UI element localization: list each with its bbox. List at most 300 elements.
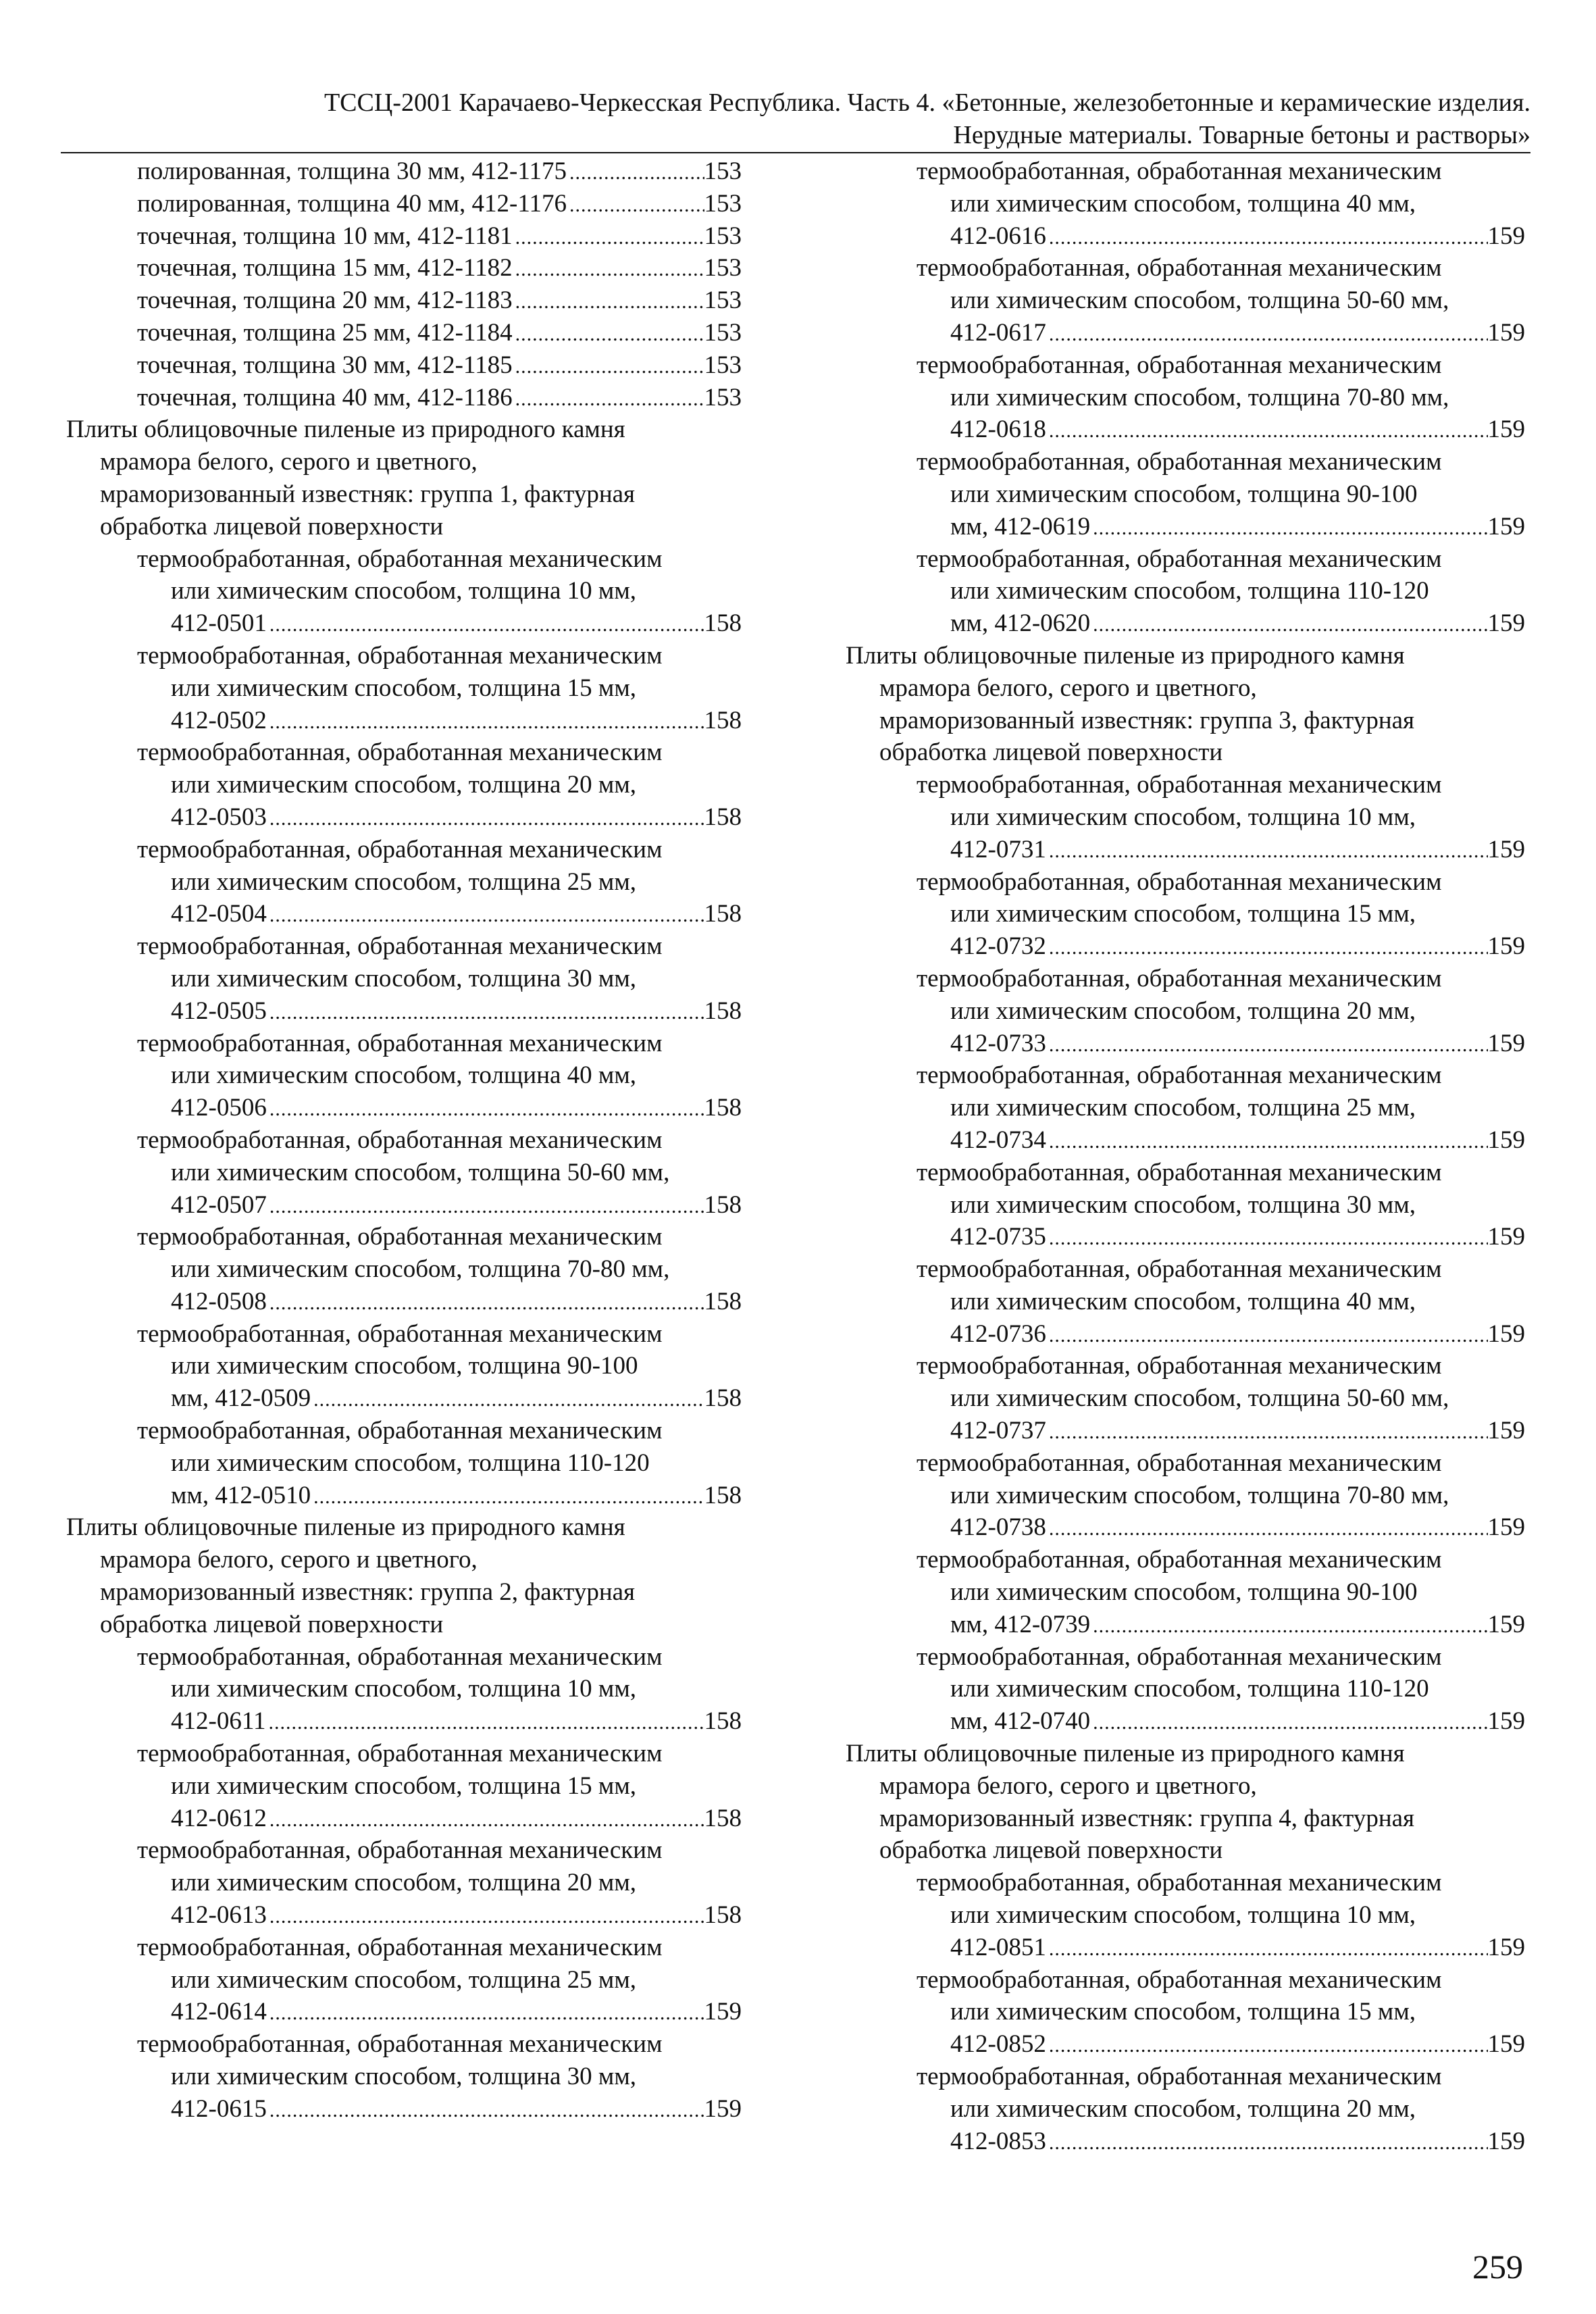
- index-entry: [66, 995, 742, 1028]
- dot-leader: [1046, 835, 1488, 867]
- index-entry-text: или химическим способом, толщина 90-100: [950, 1578, 1418, 1607]
- dot-leader: [267, 1901, 704, 1933]
- index-entry-text: термообработанная, обработанная механическим: [137, 1417, 663, 1445]
- index-entry: [846, 607, 1525, 640]
- index-line: [846, 1641, 1525, 1674]
- index-entry-text: или химическим способом, толщина 70-80 мм,: [950, 1481, 1449, 1509]
- index-entry-text: термообработанная, обработанная механическим: [917, 2063, 1442, 2091]
- dot-leader: [1046, 1222, 1488, 1255]
- index-page-ref: 159: [1487, 318, 1525, 347]
- index-entry-text: или химическим способом, толщина 10 мм,: [950, 1901, 1416, 1930]
- index-line: [846, 1673, 1525, 1705]
- index-entry-text: 412-0613: [171, 1901, 267, 1930]
- index-line: [66, 1124, 742, 1157]
- index-page-ref: 158: [704, 1190, 742, 1219]
- index-entry-text: мм, 412-0620: [950, 609, 1091, 638]
- index-entry-text: 412-0733: [950, 1029, 1046, 1057]
- index-entry-text: или химическим способом, толщина 70-80 мм,: [171, 1255, 670, 1284]
- index-page-ref: 158: [704, 997, 742, 1025]
- index-entry-text: или химическим способом, толщина 30 мм,: [171, 2063, 636, 2091]
- index-entry-text: или химическим способом, толщина 50-60 мм,: [950, 1384, 1449, 1413]
- index-entry-text: 412-0507: [171, 1190, 267, 1219]
- index-page-ref: 158: [704, 1094, 742, 1122]
- index-entry-text: точечная, толщина 20 мм, 412-1183: [137, 286, 513, 315]
- index-line: [66, 1770, 742, 1803]
- index-entry-text: или химическим способом, толщина 50-60 мм,: [171, 1158, 670, 1186]
- index-entry-text: 412-0731: [950, 835, 1046, 863]
- index-entry: [846, 1124, 1525, 1157]
- index-line: [846, 898, 1525, 930]
- dot-leader: [1090, 1610, 1487, 1642]
- index-line: [66, 511, 742, 543]
- index-entry-text: или химическим способом, толщина 15 мм,: [950, 1998, 1416, 2026]
- index-page-ref: 158: [704, 1901, 742, 1930]
- index-entry-text: полированная, толщина 30 мм, 412-1175: [137, 157, 567, 185]
- index-line: [846, 1803, 1525, 1835]
- index-entry-text: или химическим способом, толщина 25 мм,: [171, 867, 636, 896]
- index-entry: [846, 2126, 1525, 2158]
- index-entry-text: или химическим способом, толщина 110-120: [171, 1449, 650, 1477]
- index-line: [846, 736, 1525, 769]
- index-heading: [846, 640, 1525, 672]
- index-entry-text: 412-0738: [950, 1513, 1046, 1542]
- dot-leader: [1046, 1933, 1488, 1965]
- index-entry-text: полированная, толщина 40 мм, 412-1176: [137, 189, 567, 218]
- dot-leader: [513, 286, 704, 318]
- index-entry-text: термообработанная, обработанная механическим: [917, 771, 1442, 799]
- index-entry-text: или химическим способом, толщина 15 мм,: [950, 900, 1416, 928]
- index-line: [846, 963, 1525, 995]
- index-entry-text: термообработанная, обработанная механическим: [137, 1126, 663, 1154]
- index-entry-text: 412-0506: [171, 1094, 267, 1122]
- index-entry-text: термообработанная, обработанная механическим: [137, 1319, 663, 1348]
- index-line: [66, 2061, 742, 2093]
- index-page-ref: 159: [1487, 1223, 1525, 1251]
- index-line: [66, 640, 742, 672]
- index-entry: [66, 317, 742, 349]
- index-entry: [66, 1705, 742, 1738]
- index-line: [66, 1964, 742, 1996]
- index-page-ref: 158: [704, 900, 742, 928]
- index-entry: [66, 1803, 742, 1835]
- index-entry: [66, 1899, 742, 1932]
- dot-leader: [267, 997, 704, 1029]
- index-entry-text: обработка лицевой поверхности: [879, 1836, 1223, 1865]
- index-entry: [846, 317, 1525, 349]
- index-line: [846, 155, 1525, 188]
- index-entry-text: или химическим способом, толщина 40 мм,: [950, 1287, 1416, 1315]
- index-page-ref: 159: [1487, 835, 1525, 863]
- dot-leader: [1046, 1126, 1488, 1158]
- index-line: [66, 1221, 742, 1253]
- dot-leader: [513, 253, 704, 286]
- index-entry-text: термообработанная, обработанная механическим: [917, 1255, 1442, 1284]
- dot-leader: [1090, 1707, 1487, 1739]
- index-entry-text: мм, 412-0510: [171, 1481, 311, 1509]
- index-entry-text: обработка лицевой поверхности: [100, 1610, 444, 1638]
- index-entry: [846, 1511, 1525, 1544]
- index-entry: [846, 1609, 1525, 1641]
- index-line: [846, 1544, 1525, 1576]
- index-line: [66, 930, 742, 963]
- index-entry-text: мм, 412-0509: [171, 1384, 311, 1413]
- index-entry: [846, 1932, 1525, 1964]
- index-page-ref: 158: [704, 1481, 742, 1509]
- index-page-ref: 159: [1487, 1933, 1525, 1961]
- index-entry-text: мрамора белого, серого и цветного,: [879, 674, 1257, 702]
- index-entry-text: мраморизованный известняк: группа 4, фактурная: [879, 1804, 1415, 1832]
- index-line: [846, 478, 1525, 511]
- index-entry-text: термообработанная, обработанная механическим: [137, 932, 663, 961]
- index-entry: [66, 188, 742, 220]
- index-entry-text: Плиты облицовочные пиленые из природного камня: [846, 1740, 1405, 1768]
- index-line: [66, 1932, 742, 1964]
- index-line: [846, 1447, 1525, 1480]
- index-entry-text: мрамора белого, серого и цветного,: [100, 1546, 478, 1574]
- index-entry-text: или химическим способом, толщина 15 мм,: [171, 1771, 636, 1800]
- index-line: [66, 1738, 742, 1770]
- index-entry-text: 412-0618: [950, 416, 1046, 444]
- index-entry-text: или химическим способом, толщина 20 мм,: [171, 771, 636, 799]
- index-page-ref: 153: [704, 318, 742, 347]
- dot-leader: [311, 1481, 704, 1513]
- index-line: [846, 1867, 1525, 1899]
- index-entry-text: 412-0612: [171, 1804, 267, 1832]
- index-page-ref: 158: [704, 609, 742, 638]
- dot-leader: [1046, 2030, 1488, 2062]
- index-line: [846, 801, 1525, 834]
- index-line: [66, 543, 742, 576]
- index-line: [846, 1576, 1525, 1609]
- index-entry-text: термообработанная, обработанная механическим: [137, 738, 663, 767]
- dot-leader: [513, 318, 704, 351]
- index-page-ref: 158: [704, 1804, 742, 1832]
- dot-leader: [1046, 415, 1488, 447]
- index-page-ref: 158: [704, 803, 742, 831]
- index-line: [846, 1350, 1525, 1382]
- index-line: [846, 1834, 1525, 1867]
- dot-leader: [1046, 1319, 1488, 1352]
- index-line: [66, 1641, 742, 1674]
- index-line: [66, 834, 742, 866]
- index-entry-text: мраморизованный известняк: группа 2, фактурная: [100, 1578, 636, 1607]
- index-entry: [66, 705, 742, 737]
- index-entry-text: термообработанная, обработанная механическим: [917, 1352, 1442, 1380]
- dot-leader: [513, 351, 704, 383]
- dot-leader: [267, 1287, 704, 1319]
- index-entry-text: 412-0737: [950, 1417, 1046, 1445]
- index-entry-text: точечная, толщина 15 мм, 412-1182: [137, 254, 513, 282]
- index-entry-text: термообработанная, обработанная механическим: [137, 641, 663, 670]
- index-line: [66, 1028, 742, 1060]
- dot-leader: [267, 2094, 704, 2127]
- index-entry-text: термообработанная, обработанная механическим: [137, 1223, 663, 1251]
- dot-leader: [265, 1707, 704, 1739]
- index-entry-text: мрамора белого, серого и цветного,: [100, 448, 478, 476]
- index-line: [66, 478, 742, 511]
- index-page-ref: 159: [1487, 2030, 1525, 2059]
- index-page-ref: 153: [704, 351, 742, 379]
- dot-leader: [1046, 318, 1488, 351]
- index-entry-text: 412-0505: [171, 997, 267, 1025]
- index-page-ref: 158: [704, 1707, 742, 1736]
- dot-leader: [267, 1804, 704, 1836]
- index-page-ref: 153: [704, 222, 742, 250]
- index-entry-text: термообработанная, обработанная механическим: [137, 1836, 663, 1865]
- index-entry-text: или химическим способом, толщина 30 мм,: [950, 1190, 1416, 1219]
- index-line: [66, 575, 742, 607]
- index-line: [846, 446, 1525, 478]
- index-line: [66, 963, 742, 995]
- dot-leader: [1090, 512, 1487, 545]
- index-page-ref: 159: [1487, 1417, 1525, 1445]
- dot-leader: [267, 706, 704, 738]
- index-line: [846, 866, 1525, 899]
- index-page-ref: 153: [704, 286, 742, 315]
- index-entry-text: или химическим способом, толщина 20 мм,: [171, 1869, 636, 1897]
- index-entry-text: 412-0504: [171, 900, 267, 928]
- index-entry: [846, 511, 1525, 543]
- index-line: [66, 1157, 742, 1189]
- index-line: [66, 1867, 742, 1899]
- index-entry-text: 412-0852: [950, 2030, 1046, 2059]
- dot-leader: [567, 157, 704, 189]
- index-line: [846, 995, 1525, 1028]
- index-column-right: [846, 155, 1525, 2157]
- index-entry-text: 412-0617: [950, 318, 1046, 347]
- index-entry-text: 412-0732: [950, 932, 1046, 961]
- dot-leader: [513, 222, 704, 254]
- index-page-ref: 159: [704, 2094, 742, 2123]
- index-entry: [846, 1028, 1525, 1060]
- index-line: [846, 252, 1525, 284]
- index-entry-text: 412-0502: [171, 706, 267, 734]
- index-entry-text: обработка лицевой поверхности: [879, 738, 1223, 767]
- index-line: [846, 2061, 1525, 2093]
- dot-leader: [311, 1384, 704, 1416]
- dot-leader: [1046, 1513, 1488, 1545]
- index-page-ref: 159: [1487, 1126, 1525, 1154]
- index-entry-text: термообработанная, обработанная механическим: [917, 1869, 1442, 1897]
- index-entry-text: или химическим способом, толщина 10 мм,: [171, 1675, 636, 1703]
- index-page-ref: 153: [704, 157, 742, 185]
- index-entry-text: термообработанная, обработанная механическим: [917, 254, 1442, 282]
- index-entry: [846, 1318, 1525, 1351]
- index-line: [846, 188, 1525, 220]
- dot-leader: [267, 803, 704, 835]
- index-line: [66, 1059, 742, 1092]
- index-entry-text: или химическим способом, толщина 25 мм,: [950, 1094, 1416, 1122]
- index-entry: [846, 834, 1525, 866]
- index-entry-text: 412-0735: [950, 1223, 1046, 1251]
- dot-leader: [1046, 1416, 1488, 1449]
- index-entry-text: мрамора белого, серого и цветного,: [879, 1771, 1257, 1800]
- index-line: [846, 543, 1525, 576]
- index-entry: [66, 1286, 742, 1318]
- index-line: [66, 769, 742, 801]
- index-entry-text: или химическим способом, толщина 20 мм,: [950, 2094, 1416, 2123]
- dot-leader: [1090, 609, 1487, 641]
- index-line: [66, 1447, 742, 1480]
- index-page-ref: 159: [1487, 1707, 1525, 1736]
- index-entry-text: мм, 412-0740: [950, 1707, 1091, 1736]
- index-entry-text: или химическим способом, толщина 20 мм,: [950, 997, 1416, 1025]
- index-line: [66, 1253, 742, 1286]
- index-entry: [66, 801, 742, 834]
- index-line: [66, 866, 742, 899]
- index-heading: [846, 1738, 1525, 1770]
- index-entry: [66, 284, 742, 317]
- index-entry-text: термообработанная, обработанная механическим: [917, 1158, 1442, 1186]
- index-entry-text: или химическим способом, толщина 110-120: [950, 1675, 1429, 1703]
- index-line: [846, 1253, 1525, 1286]
- index-line: [846, 1480, 1525, 1512]
- index-entry: [66, 607, 742, 640]
- index-column-left: [66, 155, 742, 2126]
- index-entry: [846, 1415, 1525, 1447]
- index-page-ref: 159: [1487, 609, 1525, 638]
- index-page-ref: 159: [1487, 2127, 1525, 2155]
- index-page-ref: 159: [1487, 1029, 1525, 1057]
- index-line: [846, 1092, 1525, 1124]
- index-entry-text: термообработанная, обработанная механическим: [917, 1642, 1442, 1671]
- index-entry-text: 412-0614: [171, 1998, 267, 2026]
- index-entry-text: термообработанная, обработанная механическим: [137, 2030, 663, 2059]
- index-entry-text: или химическим способом, толщина 110-120: [950, 577, 1429, 605]
- index-entry: [66, 1996, 742, 2028]
- index-line: [846, 1996, 1525, 2028]
- index-entry-text: или химическим способом, толщина 40 мм,: [171, 1061, 636, 1090]
- index-entry-text: 412-0616: [950, 222, 1046, 250]
- index-entry: [66, 1092, 742, 1124]
- index-entry: [846, 1221, 1525, 1253]
- index-entry-text: или химическим способом, толщина 30 мм,: [171, 964, 636, 992]
- index-entry-text: точечная, толщина 10 мм, 412-1181: [137, 222, 513, 250]
- index-entry-text: термообработанная, обработанная механическим: [917, 448, 1442, 476]
- index-heading: [66, 413, 742, 446]
- index-line: [66, 1415, 742, 1447]
- index-entry-text: 412-0501: [171, 609, 267, 638]
- index-line: [846, 1899, 1525, 1932]
- index-entry-text: или химическим способом, толщина 40 мм,: [950, 189, 1416, 218]
- index-line: [846, 575, 1525, 607]
- index-line: [66, 446, 742, 478]
- index-entry-text: мм, 412-0739: [950, 1610, 1091, 1638]
- index-entry: [846, 930, 1525, 963]
- index-entry-text: 412-0503: [171, 803, 267, 831]
- index-entry-text: 412-0734: [950, 1126, 1046, 1154]
- index-line: [66, 1609, 742, 1641]
- index-entry-text: или химическим способом, толщина 90-100: [171, 1352, 638, 1380]
- index-entry-text: или химическим способом, толщина 25 мм,: [171, 1965, 636, 1994]
- index-line: [66, 1834, 742, 1867]
- index-line: [66, 1576, 742, 1609]
- running-header-line-2: Нерудные материалы. Товарные бетоны и растворы»: [953, 121, 1530, 149]
- index-page-ref: 158: [704, 706, 742, 734]
- index-page-ref: 159: [1487, 1610, 1525, 1638]
- index-entry: [66, 1480, 742, 1512]
- index-line: [846, 1964, 1525, 1996]
- index-line: [846, 769, 1525, 801]
- dot-leader: [267, 1190, 704, 1223]
- index-page-ref: 159: [704, 1998, 742, 2026]
- index-line: [846, 382, 1525, 414]
- index-line: [846, 1286, 1525, 1318]
- index-entry-text: термообработанная, обработанная механическим: [137, 545, 663, 573]
- dot-leader: [267, 899, 704, 932]
- dot-leader: [1046, 222, 1488, 254]
- index-entry: [846, 2028, 1525, 2061]
- index-line: [66, 1673, 742, 1705]
- index-entry-text: или химическим способом, толщина 15 мм,: [171, 674, 636, 702]
- index-entry: [846, 220, 1525, 253]
- index-entry: [66, 155, 742, 188]
- index-page-ref: 159: [1487, 1513, 1525, 1542]
- index-entry-text: или химическим способом, толщина 10 мм,: [171, 577, 636, 605]
- index-entry: [66, 220, 742, 253]
- page-number: 259: [1472, 2248, 1523, 2286]
- index-line: [66, 1318, 742, 1351]
- index-entry-text: 412-0853: [950, 2127, 1046, 2155]
- index-entry-text: термообработанная, обработанная механическим: [137, 1740, 663, 1768]
- index-entry-text: термообработанная, обработанная механическим: [917, 351, 1442, 379]
- index-page-ref: 158: [704, 1384, 742, 1413]
- index-entry: [66, 252, 742, 284]
- index-entry-text: или химическим способом, толщина 70-80 мм,: [950, 383, 1449, 411]
- index-entry-text: 412-0851: [950, 1933, 1046, 1961]
- index-entry-text: термообработанная, обработанная механическим: [917, 1546, 1442, 1574]
- index-entry-text: термообработанная, обработанная механическим: [917, 867, 1442, 896]
- index-entry-text: термообработанная, обработанная механическим: [917, 157, 1442, 185]
- index-page-ref: 153: [704, 189, 742, 218]
- index-entry-text: или химическим способом, толщина 90-100: [950, 480, 1418, 508]
- index-entry-text: термообработанная, обработанная механическим: [137, 1642, 663, 1671]
- index-entry-text: Плиты облицовочные пиленые из природного камня: [846, 641, 1405, 670]
- index-line: [846, 349, 1525, 382]
- dot-leader: [267, 1997, 704, 2030]
- index-entry-text: или химическим способом, толщина 50-60 мм,: [950, 286, 1449, 315]
- index-entry-text: 412-0615: [171, 2094, 267, 2123]
- index-entry-text: обработка лицевой поверхности: [100, 512, 444, 540]
- index-entry-text: мраморизованный известняк: группа 3, фактурная: [879, 706, 1415, 734]
- index-entry-text: точечная, толщина 25 мм, 412-1184: [137, 318, 513, 347]
- index-page-ref: 153: [704, 383, 742, 411]
- index-line: [846, 705, 1525, 737]
- index-line: [846, 1382, 1525, 1415]
- index-entry-text: термообработанная, обработанная механическим: [917, 1449, 1442, 1477]
- index-page-ref: 159: [1487, 222, 1525, 250]
- dot-leader: [1046, 932, 1488, 964]
- index-entry-text: точечная, толщина 30 мм, 412-1185: [137, 351, 513, 379]
- index-entry: [66, 898, 742, 930]
- index-entry-text: 412-0736: [950, 1319, 1046, 1348]
- index-line: [66, 736, 742, 769]
- dot-leader: [1046, 2127, 1488, 2159]
- index-page-ref: 158: [704, 1287, 742, 1315]
- index-entry: [66, 349, 742, 382]
- dot-leader: [513, 383, 704, 416]
- index-page-ref: 159: [1487, 932, 1525, 961]
- index-page-ref: 159: [1487, 416, 1525, 444]
- running-header-line-1: ТССЦ-2001 Карачаево-Черкесская Республика. Часть 4. «Бетонные, железобетонные и керамические изделия.: [324, 89, 1530, 117]
- index-line: [846, 1189, 1525, 1222]
- index-page-ref: 159: [1487, 512, 1525, 540]
- index-line: [66, 1544, 742, 1576]
- index-entry: [846, 413, 1525, 446]
- index-line: [66, 672, 742, 705]
- index-line: [846, 672, 1525, 705]
- index-heading: [66, 1511, 742, 1544]
